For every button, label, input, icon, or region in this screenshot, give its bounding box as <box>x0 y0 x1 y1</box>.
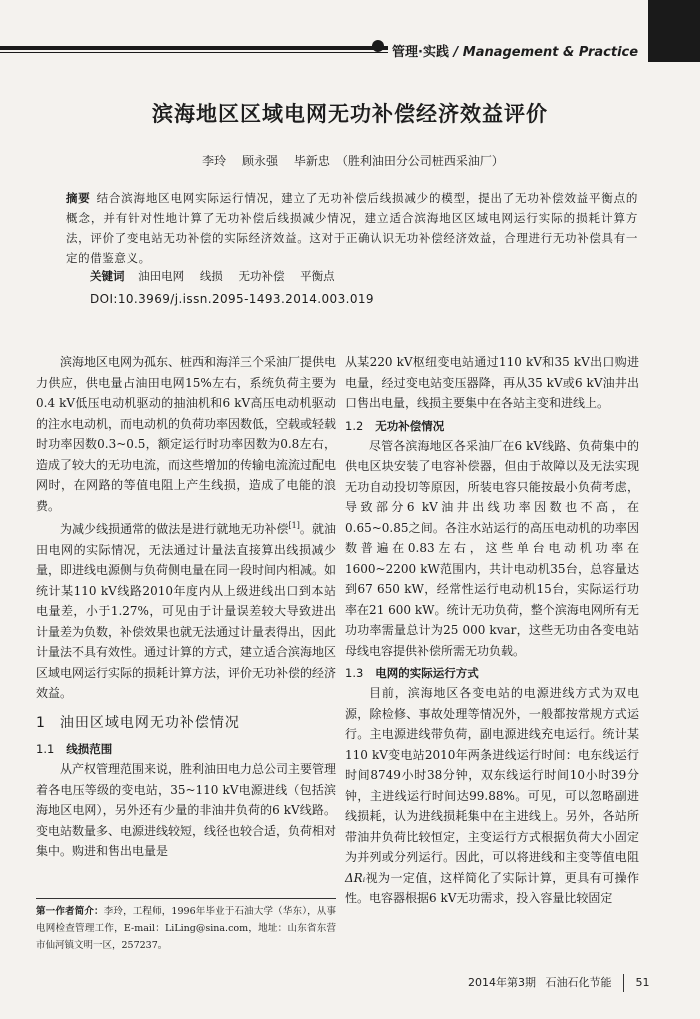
subsection-heading <box>36 739 336 759</box>
footer-divider <box>623 974 624 992</box>
author-name: 李玲 <box>202 154 227 168</box>
math-symbol: ΔRᵢ <box>345 870 366 885</box>
paragraph: 尽管各滨海地区各采油厂在6 kV线路、负荷集中的供电区块安装了电容补偿器，但由于故障以及无法实现无功自动投切等原因，所装电容只能按最小负荷考虑，导致部分6 kV油井出线功率因数也不高，在0.65~0.85之间。各注水站运行的高压电动机的功率因数普遍在0.83左右，这些单台电动机功率在1600~2200 kW范围内，共计电动机35台，总容量达到67 650 kW，经常性运行电动机15台，实际运行功率在21 600 kW。统计无功负荷，整个滨海电网所有无功功率需量总计为25 000 kvar，这些无功由各变电站母线电容提供补偿所需无功负载。 <box>345 438 639 658</box>
paragraph-text: 目前，滨海地区各变电站的电源进线方式为双电源，除检修、事故处理等情况外，一般都按常规方式运行。主电源进线带负荷，副电源进线充电运行。统计某110 kV变电站2010年两条进线运行时间：电东线运行时间8749小时38分钟，双东线运行时间10小时39分钟，主进线运行时间达99.88%。可见，可以忽略副进线损耗，认为进线损耗集中在主进线上。另外，各站所带油井负荷比较恒定，主变运行方式根据负荷大小固定为并列或分列运行。因此，可以将进线和主变等值电阻 <box>345 686 639 864</box>
author-name: 毕新忠 <box>293 154 330 168</box>
subsection-title: 电网的实际运行方式 <box>375 666 479 680</box>
paragraph-text: 视为一定值，这样简化了实际计算，更具有可操作性。电容器根据6 kV无功需求，投入容量比较固定 <box>345 870 639 905</box>
paragraph <box>36 516 336 704</box>
section-heading <box>36 713 336 734</box>
paragraph <box>345 683 639 909</box>
doi: DOI:10.3969/j.issn.2095-1493.2014.003.019 <box>90 292 374 306</box>
abstract-label: 摘要 <box>66 191 91 205</box>
journal-name: 石油石化节能 <box>545 976 612 989</box>
header-bullet <box>372 40 384 52</box>
subsection-title: 线损范围 <box>66 742 113 756</box>
subsection-title: 无功补偿情况 <box>375 418 445 433</box>
section-number: 1 <box>36 714 46 731</box>
paragraph-text: 。就油田电网的实际情况，无法通过计量法直接算出线损减少量，即进线电源侧与负荷侧电量在同一段时间内相减。如统计某110 kV线路2010年度内从上级进线出口到本站电量差，小于1.27%，可见由于计量误差较大导致进出计量差为负数，补偿效果也就无法通过计量表得出，因此计量法不具有效性。通过计算的方式，建立适合滨海地区区域电网运行实际的损耗计算方法，评价无功补偿的经济效益。 <box>36 522 337 700</box>
subsection-heading <box>345 663 639 683</box>
footnote-rule <box>36 898 336 899</box>
footnote <box>36 903 336 954</box>
affiliation: （胜利油田分公司桩西采油厂） <box>335 154 504 168</box>
paragraph: 从某220 kV枢纽变电站通过110 kV和35 kV出口购进电量，经过变电站变压器降，再从35 kV或6 kV油井出口售出电量，线损主要集中在各站主变和进线上。 <box>345 355 639 410</box>
page-footer <box>468 974 650 992</box>
author-line <box>0 152 700 169</box>
keywords-label: 关键词 <box>90 269 125 283</box>
section-label-cn: 管理·实践 <box>392 45 449 60</box>
page-number: 51 <box>635 976 650 989</box>
abstract-text: 结合滨海地区电网实际运行情况，建立了无功补偿后线损减少的模型，提出了无功补偿效益平衡点的概念，并有针对性地计算了无功补偿后线损减少情况，建立适合滨海地区区域电网运行实际的损耗计算方法，评价了变电站无功补偿的实际经济效益。这对于正确认识无功补偿经济效益，合理进行无功补偿具有一定的借鉴意义。 <box>66 191 638 265</box>
section-title: 油田区域电网无功补偿情况 <box>59 714 240 731</box>
keyword: 平衡点 <box>300 269 335 283</box>
paragraph: 从产权管理范围来说，胜利油田电力总公司主要管理着各电压等级的变电站，35~110 kV电源进线（包括滨海地区电网），另外还有少量的非油井负荷的6 kV线路。变电站数量多、电源进线较短，线径也较合适，负荷相对集中。购进和售出电量是 <box>36 762 337 858</box>
corner-block <box>648 0 700 62</box>
article-title: 滨海地区区域电网无功补偿经济效益评价 <box>152 101 548 126</box>
body-column-right <box>345 352 639 909</box>
paragraph: 滨海地区电网为孤东、桩西和海洋三个采油厂提供电力供应，供电量占油田电网15%左右，系统负荷主要为0.4 kV低压电动机驱动的抽油机和6 kV高压电动机驱动的注水电动机，而电动机的负荷功率因数低，空载或轻载时功率因数0.3~0.5，额定运行时功率因数为0.8左右，造成了较大的无功电流，而这些增加的传输电流流过配电网时，在网路的等值电阻上产生线损，造成了电能的浪费。 <box>36 355 337 513</box>
section-label-en: / Management & Practice <box>453 45 639 60</box>
subsection-number: 1.1 <box>36 742 55 756</box>
author-name: 顾永强 <box>241 154 278 168</box>
footnote-label: 第一作者简介： <box>36 906 104 917</box>
section-label <box>388 41 644 59</box>
keyword: 无功补偿 <box>238 269 285 283</box>
subsection-number: 1.3 <box>345 666 364 680</box>
citation: [1] <box>288 521 300 530</box>
keywords <box>90 268 650 284</box>
keyword: 线损 <box>199 269 223 283</box>
paragraph-text: 为减少线损通常的做法是进行就地无功补偿 <box>60 522 289 536</box>
body-column-left <box>36 352 336 862</box>
subsection-number: 1.2 <box>345 418 364 433</box>
keyword: 油田电网 <box>138 269 185 283</box>
footnote-text: 李玲，工程师，1996年毕业于石油大学（华东），从事电网检查管理工作，E-mail：LiLing@sina.com，地址：山东省东营市仙河镇文明一区，257237。 <box>36 906 336 951</box>
abstract <box>66 188 638 268</box>
issue: 2014年第3期 <box>468 976 536 989</box>
subsection-heading <box>345 416 639 436</box>
